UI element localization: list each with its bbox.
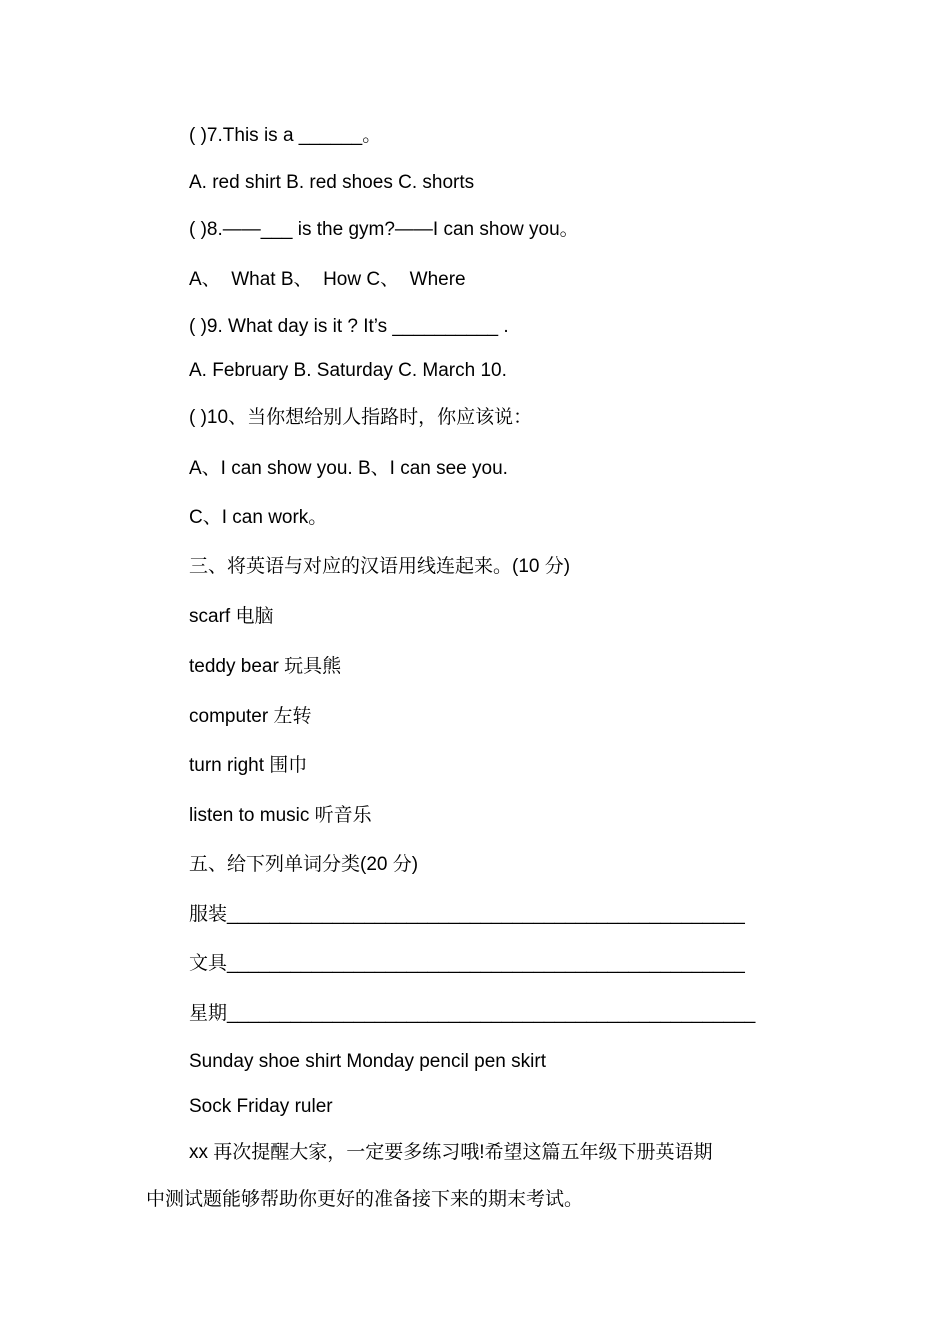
question-10-options-ab: A、I can show you. B、I can see you. <box>189 458 508 479</box>
word-bank-line-2: Sock Friday ruler <box>189 1096 333 1117</box>
match-item: teddy bear 玩具熊 <box>189 656 342 677</box>
category-clothes-blank: 服装_________________________________________________ <box>189 904 745 925</box>
category-weekdays-blank: 星期__________________________________________________ <box>189 1003 756 1024</box>
closing-paragraph-line-1: xx 再次提醒大家，一定要多练习哦!希望这篇五年级下册英语期 <box>189 1142 713 1163</box>
section-3-heading: 三、将英语与对应的汉语用线连起来。(10 分) <box>189 556 571 577</box>
closing-paragraph-line-2: 中测试题能够帮助你更好的准备接下来的期末考试。 <box>146 1189 584 1210</box>
match-item: scarf 电脑 <box>189 606 274 627</box>
question-9-options: A. February B. Saturday C. March 10. <box>189 360 507 381</box>
question-10: ( )10、当你想给别人指路时，你应该说： <box>189 407 533 428</box>
question-8-options: A、 What B、 How C、 Where <box>189 269 466 290</box>
match-item: turn right 围巾 <box>189 755 308 776</box>
match-item: computer 左转 <box>189 706 312 727</box>
word-bank-line-1: Sunday shoe shirt Monday pencil pen skirt <box>189 1051 546 1072</box>
section-5-heading: 五、给下列单词分类(20 分) <box>189 854 419 875</box>
question-10-option-c: C、I can work。 <box>189 507 328 528</box>
category-stationery-blank: 文具_________________________________________________ <box>189 953 745 974</box>
match-item: listen to music 听音乐 <box>189 805 372 826</box>
question-7-options: A. red shirt B. red shoes C. shorts <box>189 172 475 193</box>
question-8: ( )8.——___ is the gym?——I can show you。 <box>189 219 579 240</box>
question-7: ( )7.This is a ______。 <box>189 125 382 146</box>
question-9: ( )9. What day is it ? It’s __________ . <box>189 316 509 337</box>
